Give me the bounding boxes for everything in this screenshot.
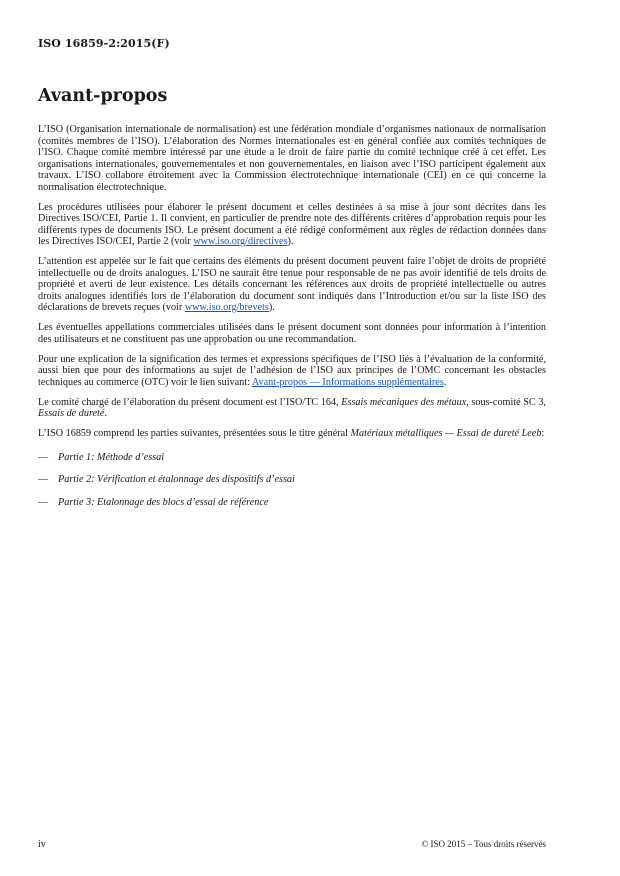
paragraph-parts: [38, 428, 546, 440]
page-title: Avant-propos: [38, 86, 168, 106]
list-item-text: Partie 1: Méthode d’essai: [58, 451, 165, 463]
list-dash: —: [38, 451, 49, 463]
document-id: ISO 16859-2:2015(F): [38, 37, 170, 50]
paragraph-trade-names: Les éventuelles appellations commerciales utilisées dans le présent document sont données pour information à l’intention des utilisateurs et ne constituent pas une approbation ou une recommandation.: [38, 322, 546, 345]
committee-text-c: , sous-comité SC 3,: [466, 396, 546, 408]
paragraph-procedures-text: Les procédures utilisées pour élaborer le présent document et celles destinées à sa mise à jour sont décrites dans les Directives ISO/CEI, Partie 1. Il convient, en particulier de prendre note des différents critères d’approbation requis pour les différents types de documents ISO. Le présent document a été rédigé conformément aux règles de rédaction données dans les Directives ISO/CEI, Partie 2 (voir: [38, 201, 546, 247]
subcommittee-name: Essais de dureté: [38, 408, 105, 419]
paragraph-patents-text: L’attention est appelée sur le fait que certains des éléments du présent document peuvent faire l’objet de droits de propriété intellectuelle ou de droits analogues. L’ISO ne saurait être tenue pour responsable de ne pas avoir identifié de tels droits de propriété et averti de leur existence. Les détails concernant les références aux droits de propriété intellectuelle ou autres droits analogues identifiés lors de l’élaboration du document sont indiqués dans l’Introduction et/ou sur la liste ISO des déclarations de brevets reçues (voir: [38, 256, 546, 313]
committee-text-a: Le comité chargé de l’élaboration du présent document est l’ISO/TC 164,: [38, 396, 342, 408]
paragraph-procedures-end: ).: [287, 236, 294, 247]
list-item-text: Partie 3: Etalonnage des blocs d’essai de référence: [58, 496, 269, 508]
parts-list: [38, 452, 546, 509]
paragraph-committee: [38, 397, 546, 420]
list-dash: —: [38, 474, 49, 485]
list-item-text: Partie 2: Vérification et étalonnage des dispositifs d’essai: [58, 474, 295, 485]
list-item: [38, 474, 546, 486]
paragraph-conformity-text: Pour une explication de la signification des termes et expressions spécifiques de l’ISO liés à l’évaluation de la conformité, aussi bien que pour des informations au sujet de l’adhésion de l’ISO aux principes de l’OMC concernant les obstacles techniques au commerce (OTC) voir le lien suivant:: [38, 353, 546, 388]
list-dash: —: [38, 496, 49, 508]
patents-link[interactable]: www.iso.org/brevets: [184, 302, 269, 313]
supplementary-info-link[interactable]: Avant-propos — Informations supplémentaires: [251, 376, 444, 388]
list-item: [38, 452, 546, 464]
paragraph-procedures: [38, 202, 546, 248]
paragraph-iso-intro: L’ISO (Organisation internationale de normalisation) est une fédération mondiale d’organismes nationaux de normalisation (comités membres de l’ISO). L’élaboration des Normes internationales est en général confiée aux comités techniques de l’ISO. Chaque comité membre intéressé par une étude a le droit de faire partie du comité technique créé à cet effet. Les organisations internationales, gouvernementales et non gouvernementales, en liaison avec l’ISO participent également aux travaux. L’ISO collabore étroitement avec la Commission électrotechnique internationale (CEI) en ce qui concerne la normalisation électrotechnique.: [38, 124, 546, 193]
paragraph-patents: [38, 256, 546, 314]
list-item: [38, 497, 546, 509]
document-body: [38, 124, 546, 519]
page-number: iv: [38, 839, 46, 850]
paragraph-conformity-end: .: [443, 376, 447, 388]
directives-link[interactable]: www.iso.org/directives: [193, 236, 288, 247]
paragraph-conformity: [38, 354, 546, 389]
committee-text-e: .: [104, 408, 107, 419]
copyright-notice: © ISO 2015 – Tous droits réservés: [421, 839, 546, 849]
parts-text-c: :: [541, 428, 545, 439]
committee-name: Essais mécaniques des métaux: [341, 396, 467, 408]
general-title: Matériaux métalliques — Essai de dureté Leeb: [350, 428, 542, 439]
parts-text-a: L’ISO 16859 comprend les parties suivantes, présentées sous le titre général: [38, 428, 351, 439]
paragraph-patents-end: ).: [268, 302, 275, 313]
